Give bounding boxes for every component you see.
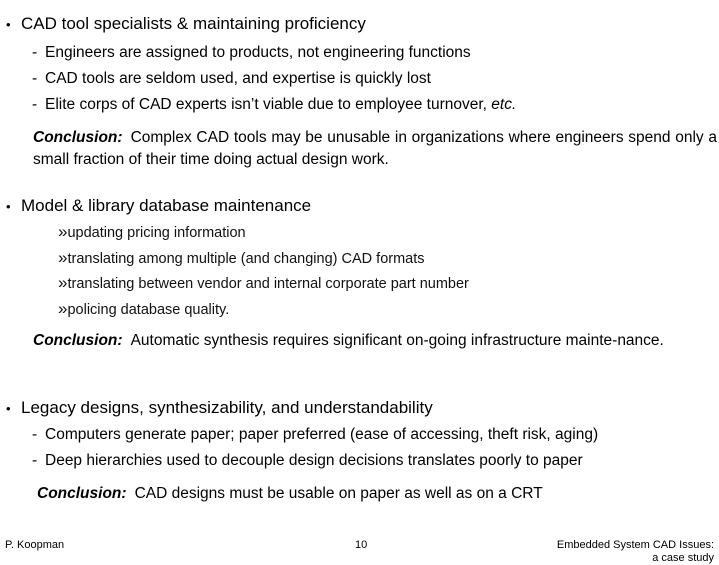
chevron-marker: » (58, 299, 68, 318)
dash-marker: - (32, 426, 38, 443)
chevron-marker: » (58, 273, 68, 292)
section-2-heading (6, 196, 311, 216)
list-item (32, 44, 471, 62)
list-item-text: Computers generate paper; paper preferred (ease of accessing, theft risk, aging) (45, 426, 599, 443)
list-item (32, 96, 516, 114)
list-item (32, 426, 598, 444)
conclusion-label: Conclusion: (33, 129, 123, 146)
list-item (58, 273, 469, 293)
footer-page-number: 10 (355, 539, 368, 551)
conclusion-text: CAD designs must be usable on paper as well as on a CRT (134, 485, 543, 502)
section-3-title: Legacy designs, synthesizability, and understandability (21, 398, 433, 417)
conclusion-text: Automatic synthesis requires significant on-going infrastructure mainte-nance. (130, 332, 664, 349)
bullet-marker: • (6, 401, 11, 416)
chevron-marker: » (58, 222, 68, 241)
list-item-text: Deep hierarchies used to decouple design decisions translates poorly to paper (45, 452, 583, 469)
list-item-text: policing database quality. (67, 302, 230, 318)
section-1-title: CAD tool specialists & maintaining proficiency (21, 14, 366, 33)
list-item (58, 299, 229, 319)
conclusion-text: Complex CAD tools may be unusable in organizations where engineers spend only a small fraction of their time doing actual design work. (33, 129, 717, 168)
dash-marker: - (32, 452, 38, 469)
list-item-text: CAD tools are seldom used, and expertise is quickly lost (45, 70, 431, 87)
list-item (32, 452, 583, 470)
list-item (58, 222, 246, 242)
footer-title-line-1: Embedded System CAD Issues: (556, 539, 714, 551)
footer-author: P. Koopman (5, 539, 65, 551)
list-item-text: translating between vendor and internal corporate part number (67, 276, 469, 292)
bullet-marker: • (6, 17, 11, 32)
bullet-marker: • (6, 199, 11, 214)
chevron-marker: » (58, 248, 68, 267)
dash-marker: - (32, 96, 38, 113)
footer-title-line-2: a case study (652, 552, 714, 564)
conclusion-label: Conclusion: (33, 332, 123, 349)
conclusion-1 (33, 127, 717, 171)
footer-title (557, 539, 714, 565)
list-item (58, 248, 425, 268)
list-item-text: translating among multiple (and changing) CAD formats (67, 251, 425, 267)
list-item-text: Engineers are assigned to products, not engineering functions (45, 44, 471, 61)
list-item-text: updating pricing information (67, 225, 246, 241)
conclusion-label: Conclusion: (37, 485, 127, 502)
section-2-title: Model & library database maintenance (21, 196, 312, 215)
section-3-heading (6, 398, 433, 418)
list-item-text: Elite corps of CAD experts isn’t viable due to employee turnover, (45, 96, 492, 113)
section-1-heading (6, 14, 366, 34)
dash-marker: - (32, 44, 38, 61)
list-item (32, 70, 431, 88)
list-item-suffix: etc. (491, 96, 517, 113)
conclusion-2 (33, 330, 717, 352)
dash-marker: - (32, 70, 38, 87)
conclusion-3 (37, 483, 719, 505)
